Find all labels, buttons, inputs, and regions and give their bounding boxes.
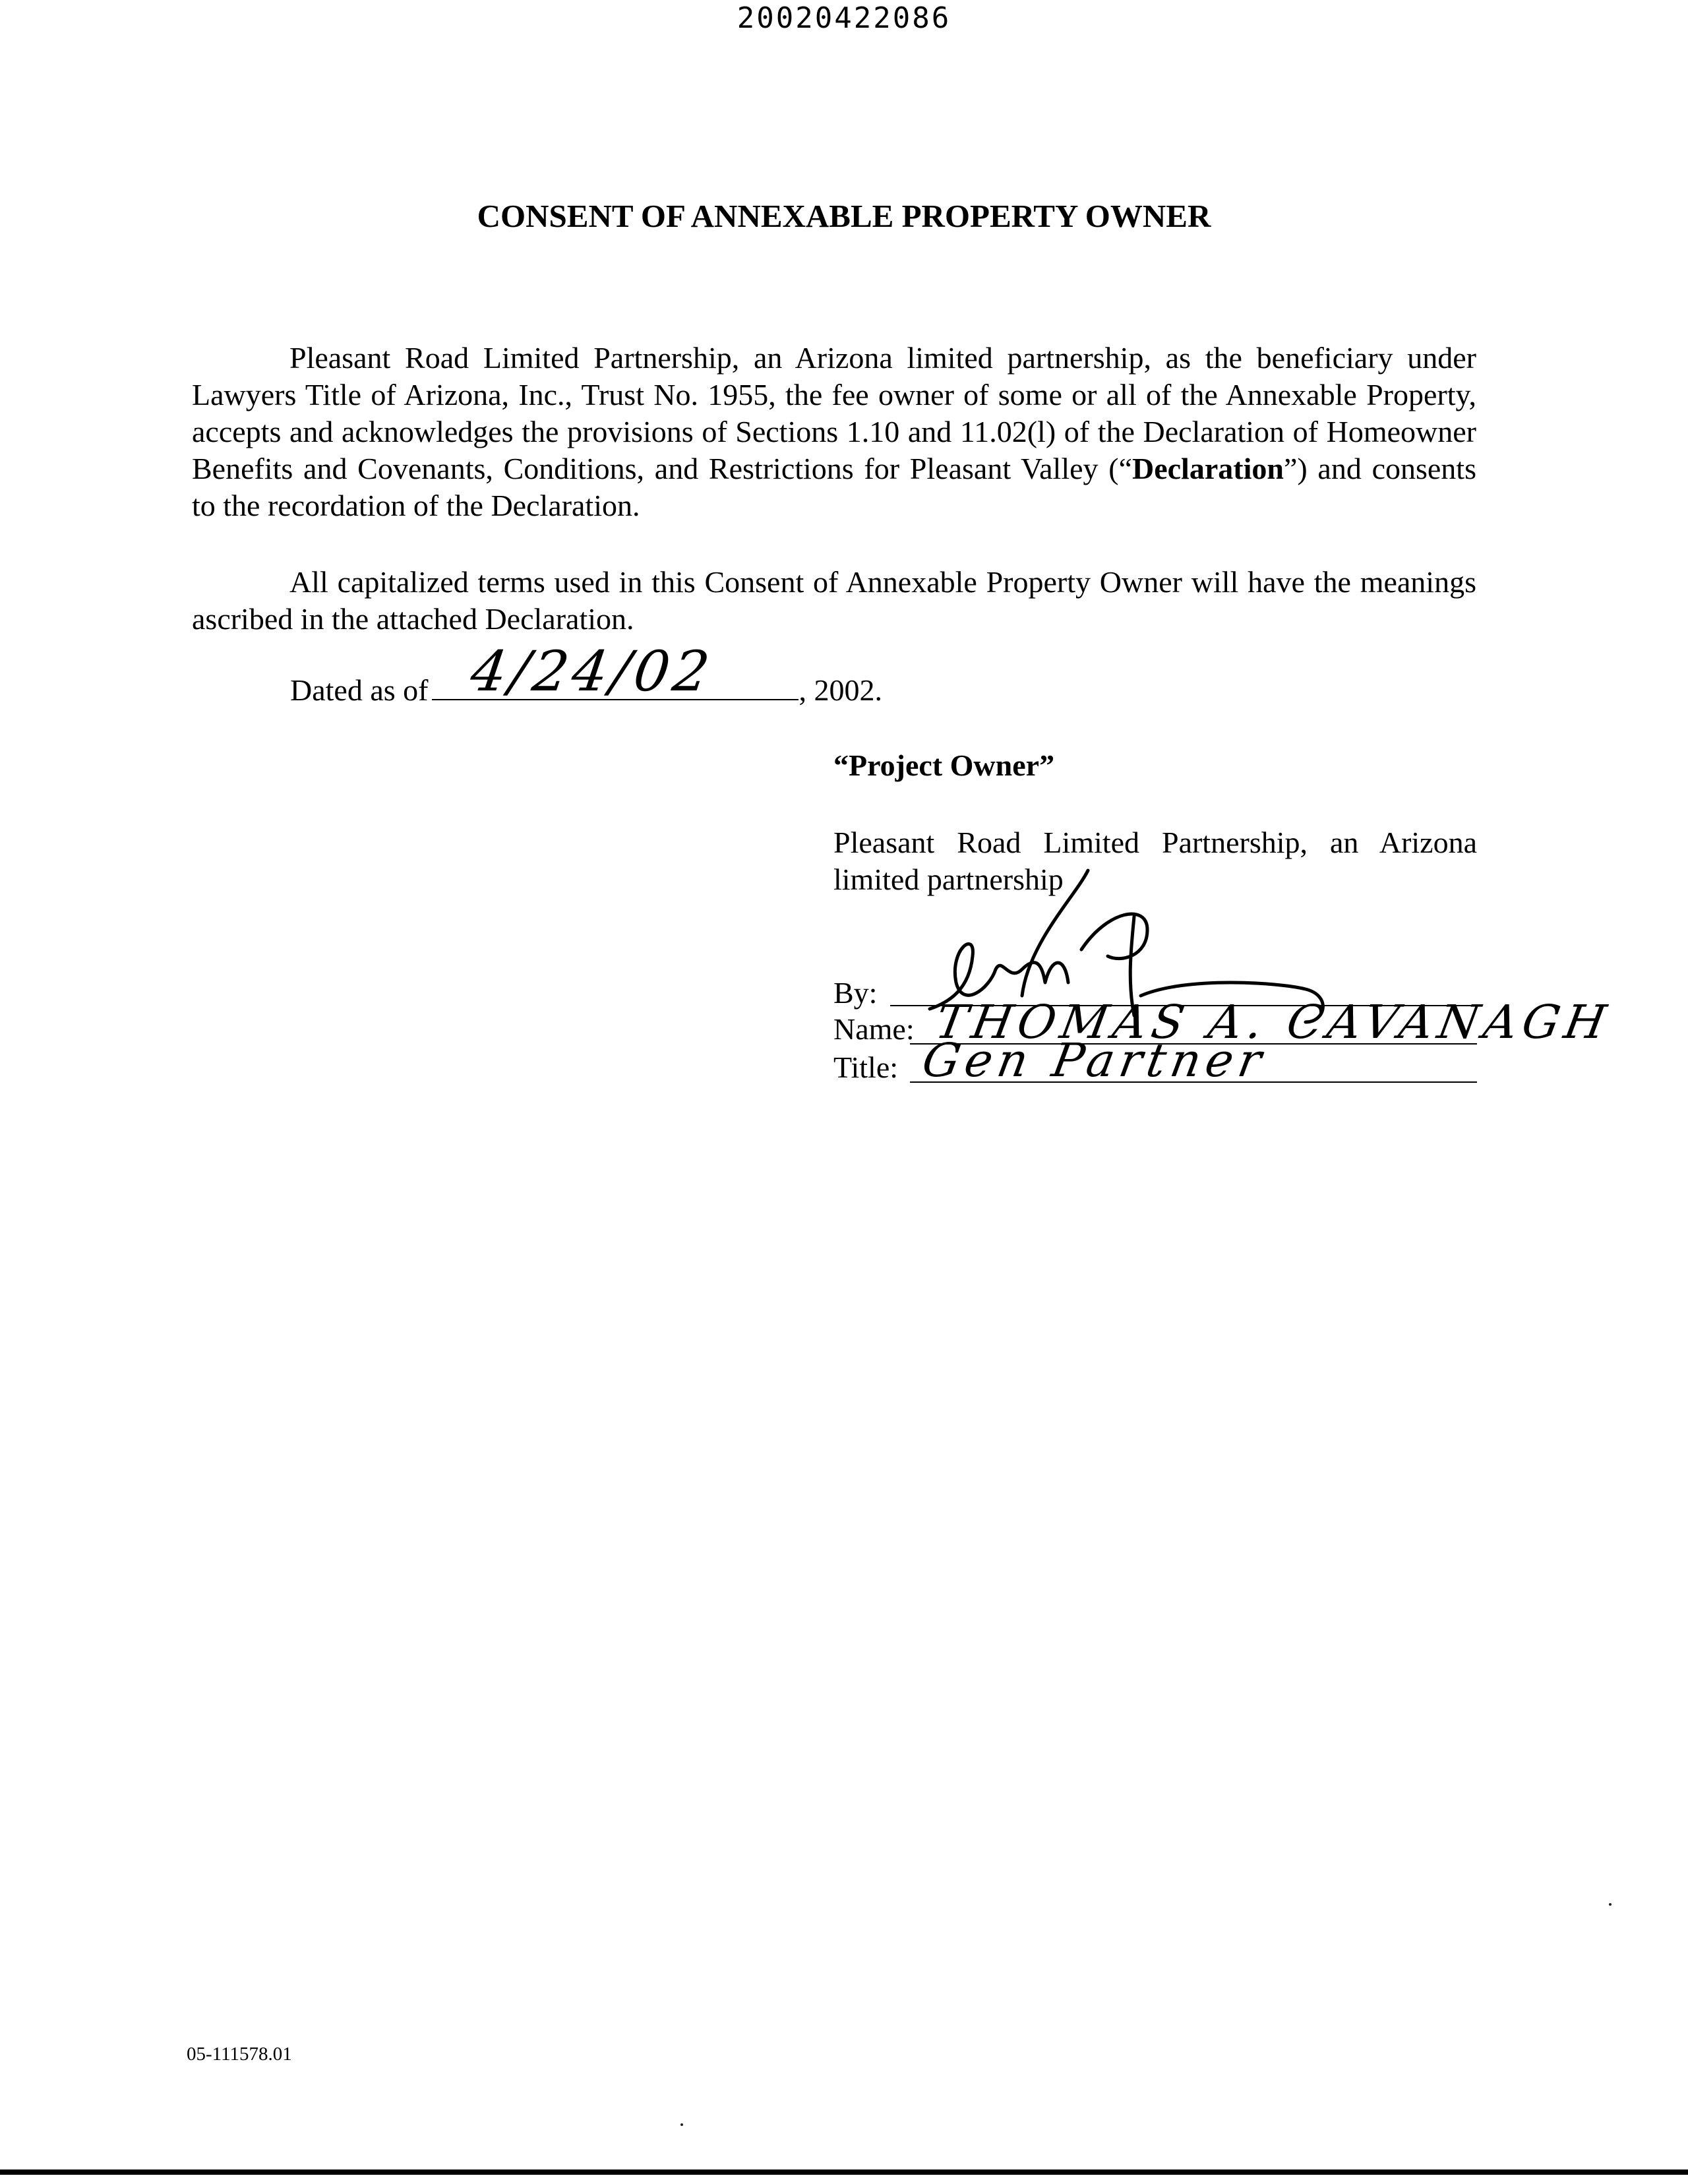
dated-year: , 2002. [799,673,882,707]
handwritten-title: Gen Partner [918,1033,1271,1087]
document-title: CONSENT OF ANNEXABLE PROPERTY OWNER [477,198,1211,234]
scan-speck [680,2123,683,2126]
title-label: Title: [833,1050,899,1084]
consent-paragraph [192,340,1476,524]
handwritten-name: THOMAS A. CAVANAGH [931,995,1615,1049]
party-name: Pleasant Road Limited Partnership, an Arizona limited partnership [833,826,1477,896]
handwritten-date: 4/24/02 [467,639,718,704]
project-owner-label: “Project Owner” [833,748,1055,782]
recording-number: 20020422086 [737,1,951,35]
document-code: 05-111578.01 [187,2044,292,2065]
name-label: Name: [833,1012,915,1046]
dated-line [290,639,882,709]
dated-label: Dated as of [290,673,429,707]
scan-edge-border [0,2169,1688,2175]
consent-paragraph-text-end: ”) and consents to the recordation of the Declaration. [192,452,1476,522]
by-label: By: [833,976,878,1010]
declaration-term: Declaration [1132,452,1284,485]
date-blank [432,639,799,704]
definitions-paragraph: All capitalized terms used in this Consent of Annexable Property Owner will have the meanings ascribed in the attached Declaration. [192,565,1476,636]
scan-speck [1609,1903,1612,1906]
consent-paragraph-text: Pleasant Road Limited Partnership, an Arizona limited partnership, as the beneficiary under Lawyers Title of Arizona, Inc., Trust No. 1955, the fee owner of some or all of the Annexable Property, accepts and acknowledges the provisions of Sections 1.10 and 11.02(l) of the Declaration of Homeowner Benefits and Covenants, Conditions, and Restrictions for Pleasant Valley (“ [192,341,1476,485]
